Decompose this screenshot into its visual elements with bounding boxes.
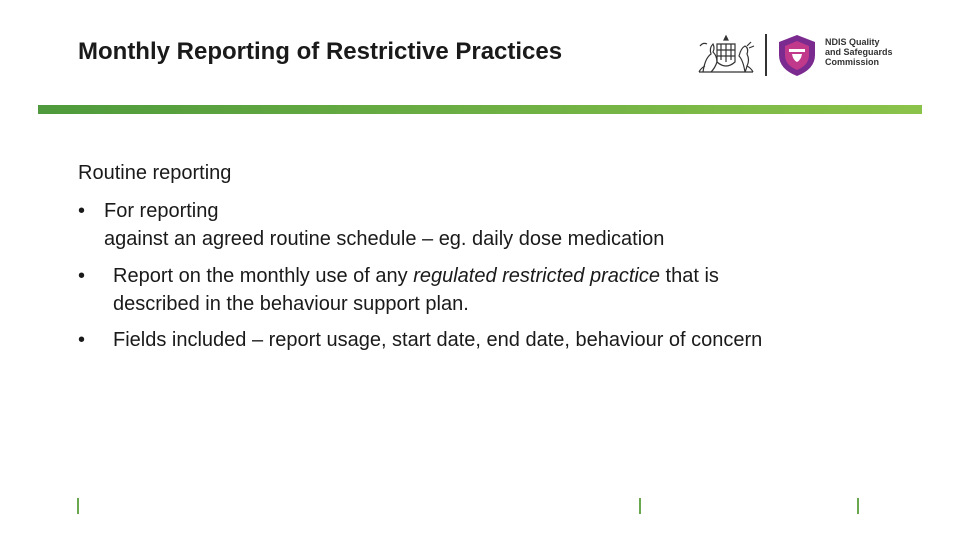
page-title: Monthly Reporting of Restrictive Practices [78, 38, 563, 65]
bullet-text [104, 197, 664, 253]
section-subheading: Routine reporting [78, 162, 232, 184]
bullet-text-plain: that is [659, 265, 719, 287]
bullet-marker: • [78, 200, 86, 222]
bullet-line: against an agreed routine schedule – eg. daily dose medication [104, 228, 665, 250]
ndis-logo-line-2: and Safeguards [825, 47, 893, 57]
ndis-logo-line-3: Commission [825, 57, 880, 67]
bullet-text [113, 326, 762, 354]
footer-tick-mark [857, 498, 859, 514]
bullet-text-plain: Report on the monthly use of any [113, 265, 414, 287]
ndis-logo-text [825, 37, 893, 67]
australian-coat-of-arms-icon [695, 32, 757, 76]
bullet-line: For reporting [104, 200, 219, 222]
bullet-marker: • [78, 329, 86, 351]
bullet-text [113, 262, 719, 318]
header-logos [695, 30, 895, 80]
logo-divider [765, 34, 767, 76]
bullet-line [113, 262, 719, 290]
bullet-marker: • [78, 265, 86, 287]
bullet-text-italic: regulated restricted practice [413, 265, 660, 287]
footer-tick-mark [639, 498, 641, 514]
ndis-shield-logo-icon [775, 33, 819, 77]
footer-tick-mark [77, 498, 79, 514]
header-divider-bar [38, 105, 922, 114]
bullet-line: Fields included – report usage, start date, end date, behaviour of concern [113, 329, 763, 351]
ndis-logo-line-1: NDIS Quality [825, 37, 880, 47]
bullet-line: described in the behaviour support plan. [113, 293, 469, 315]
